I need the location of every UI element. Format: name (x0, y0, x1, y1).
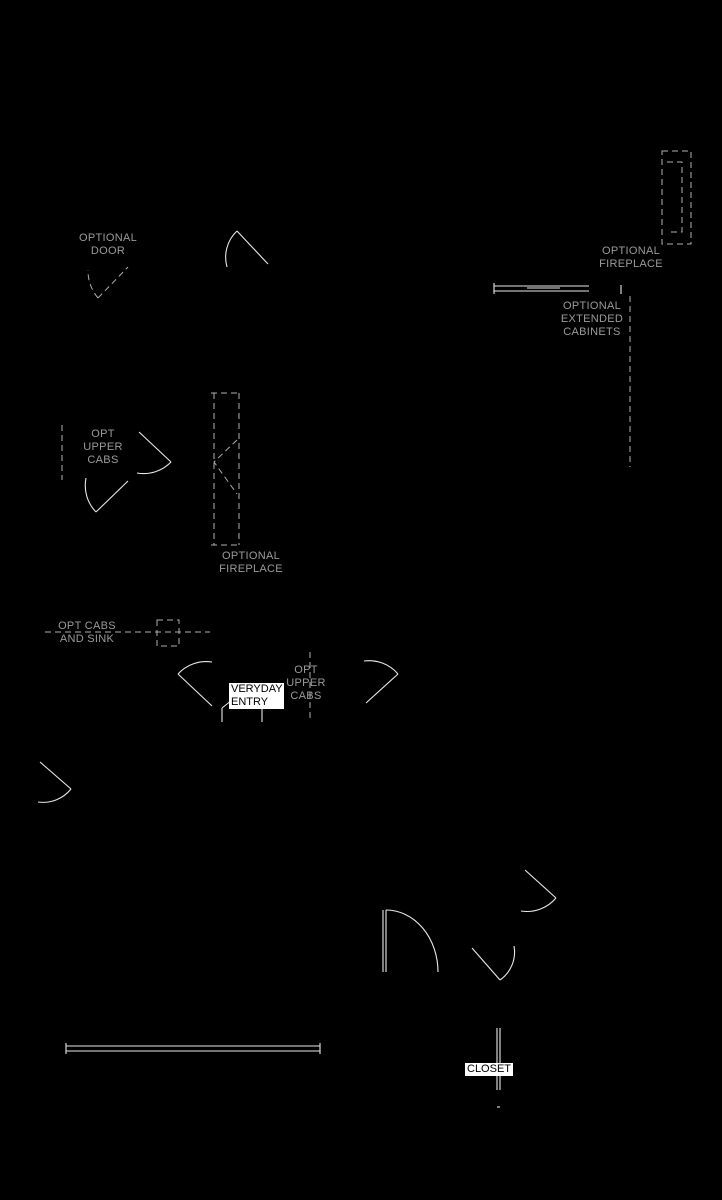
closet-tag (465, 1063, 513, 1076)
opt-upper-cabs-left-line-1: OPT (91, 428, 115, 440)
everyday-entry-line-1: VERYDAY (231, 683, 283, 695)
opt-upper-cabs-center-line-1: OPT (294, 664, 318, 676)
everyday-entry-tag (229, 683, 284, 709)
opt-upper-cabs-center-label (280, 664, 332, 703)
optional-fireplace-middle-line-2: FIREPLACE (219, 563, 283, 575)
optional-door-label (70, 232, 146, 258)
door-swing-bottom-small (472, 946, 515, 980)
door-swing-bottom-right-upper (521, 870, 556, 911)
optional-fireplace-top-line-2: FIREPLACE (599, 258, 663, 270)
extended-cabinets-line-2: EXTENDED (560, 313, 624, 325)
optional-fireplace-top-line-1: OPTIONAL (601, 245, 661, 257)
door-swing-center-right (364, 661, 398, 703)
door-swing-center-left (178, 662, 212, 706)
optional-door-line-2: DOOR (90, 245, 126, 257)
optional-fireplace-middle-line-1: OPTIONAL (221, 550, 281, 562)
opt-upper-cabs-left-line-3: CABS (87, 454, 119, 466)
bottom-wall-segment (66, 1043, 320, 1054)
door-swing-left-lower (85, 478, 128, 512)
opt-cabs-and-sink-label (52, 620, 122, 646)
opt-cabs-and-sink-line-2: AND SINK (59, 633, 115, 645)
optional-fireplace-middle-label (212, 550, 290, 576)
optional-door-swing (88, 267, 128, 298)
opt-upper-cabs-center-line-3: CABS (290, 690, 322, 702)
everyday-entry-line-2: ENTRY (231, 696, 269, 708)
opt-upper-cabs-center-line-2: UPPER (286, 677, 326, 689)
optional-extended-cabinets-label (553, 300, 631, 339)
closet-label: CLOSET (467, 1063, 512, 1075)
door-swing-center-bottom (383, 910, 438, 972)
door-swing-left-upper (137, 432, 171, 474)
optional-fireplace-top (662, 151, 691, 244)
optional-fireplace-middle (211, 393, 239, 545)
opt-upper-cabs-left-label (73, 428, 133, 467)
extended-cabinets-line-3: CABINETS (563, 326, 621, 338)
door-swing-top (226, 231, 268, 267)
opt-upper-cabs-left-line-2: UPPER (83, 441, 123, 453)
extended-cabinets-line-1: OPTIONAL (562, 300, 622, 312)
optional-fireplace-top-label (592, 245, 670, 271)
door-swing-far-left (38, 762, 71, 802)
optional-door-line-1: OPTIONAL (78, 232, 138, 244)
opt-cabs-and-sink-line-1: OPT CABS (58, 620, 116, 632)
